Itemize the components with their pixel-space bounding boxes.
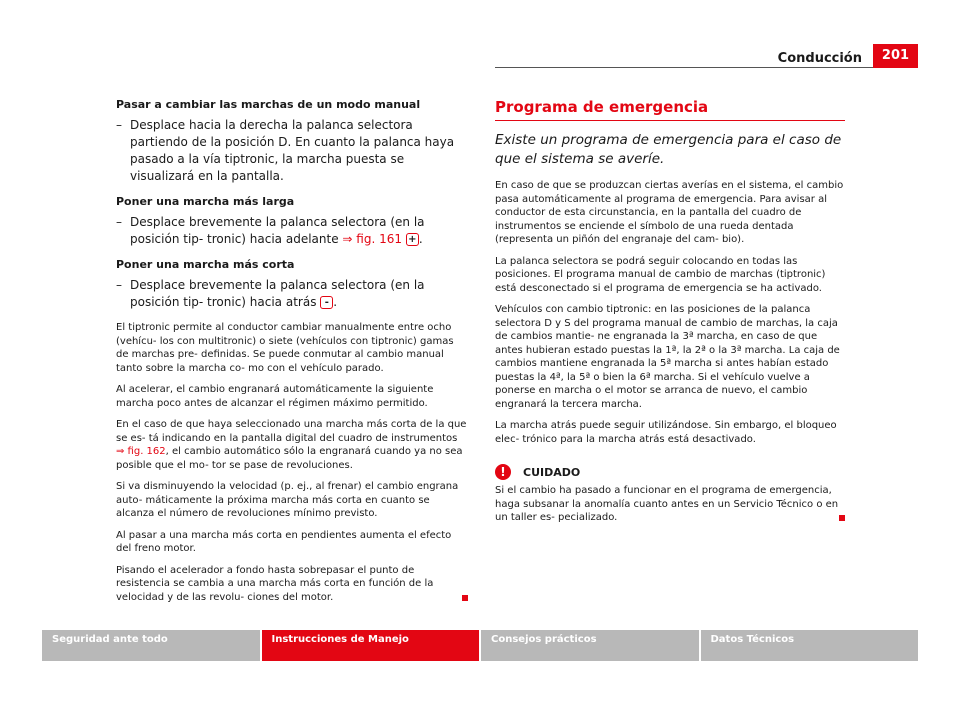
paragraph-2: Al acelerar, el cambio engranará automáticamente la siguiente marcha poco antes de alcanzar el régimen máximo permitido. [116,384,434,409]
caution-text-body: Si el cambio ha pasado a funcionar en el programa de emergencia, haga subsanar la anomalía cuanto antes en un Servicio Técnico o en un taller es- pecializado. [495,485,839,523]
page-number: 201 [873,44,918,68]
plus-key-icon: + [406,233,419,246]
minus-key-icon: - [320,296,333,309]
paragraph-4: La marcha atrás puede seguir utilizándose. Sin embargo, el bloqueo elec- trónico para la marcha atrás está desactivado. [495,420,837,445]
bullet-longer-gear: – Desplace brevemente la palanca selectora (en la posición tip- tronic) hacia adelante ⇒ fig. 161 + . [116,215,425,246]
section-end-marker-icon [839,515,845,521]
subheading-shorter-gear: Poner una marcha más corta [116,258,295,271]
paragraph-2: La palanca selectora se podrá seguir colocando en todas las posiciones. El programa manual de cambio de marchas (tiptronic) está desconectado si el programa de emergencia se ha activado. [495,255,826,294]
bullet-text: Desplace brevemente la palanca selectora (en la posición tip- tronic) hacia adelante [130,215,425,246]
paragraph-3-text-end: , el cambio automático sólo la engranará cuando ya no sea posible que el mo- tor se pase de revoluciones. [116,446,463,471]
dash: – [116,278,122,292]
footer-tab-instrucciones[interactable]: Instrucciones de Manejo [262,630,480,661]
fig-161-link[interactable]: ⇒ fig. 161 [342,232,402,246]
paragraph-3: Vehículos con cambio tiptronic: en las posiciones de la palanca selectora D y S del programa manual de cambio de marchas, la caja de cambios mantie- ne engranada la 3ª marcha, en caso de que antes hubieran estado puestas la 1ª, la 2ª o la 3ª marcha. La caja de cambios mantiene engranada la 5ª marcha si antes habían estado puestas la 4ª, la 5ª o bien la 6ª marcha. Si el vehículo vuelve a ponerse en marcha o el motor se arranca de nuevo, el cambio engranará la tercera marcha. [495,304,840,410]
right-column [495,98,845,533]
paragraph-6 [116,564,468,605]
bullet-shorter-gear: – Desplace brevemente la palanca selectora (en la posición tip- tronic) hacia atrás - . [116,278,425,309]
section-intro: Existe un programa de emergencia para el caso de que el sistema se averíe. [495,132,842,167]
paragraph-4: Si va disminuyendo la velocidad (p. ej., al frenar) el cambio engrana auto- máticamente la próxima marcha más corta en cuanto se alcanza el número de revoluciones mínimo previsto. [116,481,459,519]
footer-tab-seguridad[interactable]: Seguridad ante todo [42,630,260,661]
bullet-text: Desplace brevemente la palanca selectora (en la posición tip- tronic) hacia atrás [130,278,425,309]
caution-heading [495,464,845,480]
fig-162-link[interactable]: ⇒ fig. 162 [116,446,166,457]
dash: – [116,215,122,229]
caution-text [495,484,845,525]
header-rule [495,67,879,68]
paragraph-6-text: Pisando el acelerador a fondo hasta sobrepasar el punto de resistencia se cambia a una marcha más corta en función de la velocidad y de las revolu- ciones del motor. [116,564,434,603]
bullet-text: Desplace hacia la derecha la palanca selectora partiendo de la posición D. En cuanto la palanca haya pasado a la vía tiptronic, la marcha puesta se visualizará en la pantalla. [130,118,455,183]
paragraph-5: Al pasar a una marcha más corta en pendientes aumenta el efecto del freno motor. [116,529,452,554]
paragraph-1: En caso de que se produzcan ciertas averías en el sistema, el cambio pasa automáticamente al programa de emergencia. Para avisar al conductor de esta circunstancia, en la pantalla del cuadro de instrumentos se enciende el símbolo de una rueda dentada (representa un piñón del engranaje del cam- bio). [495,180,844,245]
left-column [116,98,468,612]
paragraph-1: El tiptronic permite al conductor cambiar manualmente entre ocho (vehícu- los con multitronic) o siete (vehículos con tiptronic) gamas de marchas pre- definidas. Se puede conmutar al cambio manual tanto sobre la marcha co- mo con el vehículo parado. [116,322,454,374]
footer-tab-consejos[interactable]: Consejos prácticos [481,630,699,661]
section-title: Programa de emergencia [495,98,845,121]
dash: – [116,118,122,132]
bullet-manual [116,117,468,185]
section-end-marker-icon [462,595,468,601]
paragraph-3 [116,418,468,472]
subheading-longer-gear: Poner una marcha más larga [116,195,295,208]
paragraph-3-text: En el caso de que haya seleccionado una marcha más corta de la que se es- tá indicando en la pantalla digital del cuadro de instrumentos [116,419,467,444]
footer-tab-datos[interactable]: Datos Técnicos [701,630,919,661]
footer-nav [42,630,918,661]
subheading-manual: Pasar a cambiar las marchas de un modo manual [116,98,421,111]
warning-icon: ! [495,464,511,480]
page-header-title: Conducción [777,51,862,66]
caution-label: CUIDADO [523,465,581,479]
